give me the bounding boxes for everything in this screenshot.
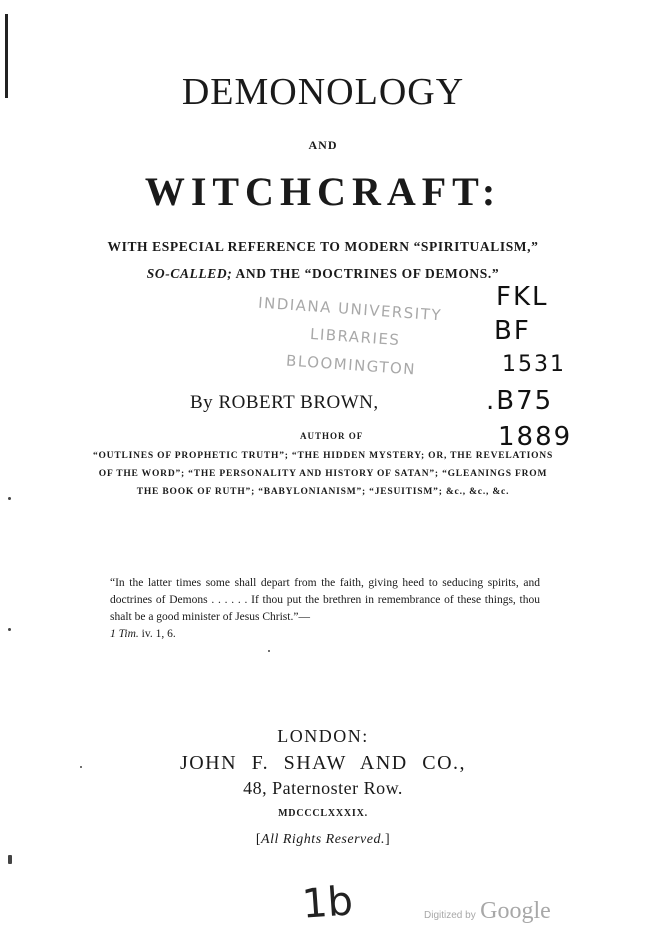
works-line-2: OF THE WORD”; “THE PERSONALITY AND HISTORY OF SATAN”; “GLEANINGS FROM xyxy=(98,469,548,479)
library-stamp xyxy=(256,293,454,384)
rights-open-bracket: [ xyxy=(255,832,262,847)
subtitle-rest: AND THE “DOCTRINES OF DEMONS.” xyxy=(232,266,500,281)
call-number-line-3: 1531 xyxy=(502,352,566,377)
works-line-3: THE BOOK OF RUTH”; “BABYLONIANISM”; “JESUITISM”; &c., &c., &c. xyxy=(136,487,510,497)
author-works xyxy=(0,447,646,501)
speck-mark xyxy=(8,855,12,864)
subtitle-line-1: WITH ESPECIAL REFERENCE TO MODERN “SPIRITUALISM,” xyxy=(107,239,539,254)
stamp-line-1: INDIANA UNIVERSITY xyxy=(257,293,443,325)
author-name: ROBERT BROWN, xyxy=(218,392,379,413)
title-line-2: WITCHCRAFT: xyxy=(144,169,502,214)
stamp-line-3: BLOOMINGTON xyxy=(285,351,417,379)
imprint-year: MDCCCLXXXIX. xyxy=(278,808,368,819)
subtitle xyxy=(0,233,646,287)
google-logo-icon: Google xyxy=(480,898,551,924)
imprint-city: LONDON: xyxy=(277,726,369,746)
epigraph-text: “In the latter times some shall depart from the faith, giving heed to seducing spirits, and doctrines of Demons . . . . . . If thou put the brethren in remembrance of these things, thou shalt be a good minister of Jesus Christ.”— xyxy=(110,577,540,623)
handwritten-shelf-mark: 1b xyxy=(300,878,355,928)
title-line-1: DEMONOLOGY xyxy=(181,71,465,113)
rights-close-bracket: ] xyxy=(384,832,391,847)
subtitle-line-2 xyxy=(0,260,646,287)
digitizer-credit xyxy=(424,898,551,925)
imprint-rights xyxy=(0,832,646,848)
call-number-line-5: 1889 xyxy=(498,422,573,452)
author-of-label: AUTHOR OF xyxy=(300,431,364,441)
works-line-1: “OUTLINES OF PROPHETIC TRUTH”; “THE HIDDEN MYSTERY; OR, THE REVELATIONS xyxy=(92,451,554,461)
speck-mark xyxy=(268,650,270,652)
subtitle-italic: SO-CALLED; xyxy=(146,266,233,281)
author-line xyxy=(190,392,379,414)
imprint-publisher: JOHN F. SHAW AND CO., xyxy=(179,752,467,774)
call-number-line-2: BF xyxy=(494,316,531,346)
stamp-line-2: LIBRARIES xyxy=(309,324,402,350)
epigraph xyxy=(110,575,540,643)
speck-mark xyxy=(8,628,11,631)
title-connector: AND xyxy=(308,138,338,152)
epigraph-ref-book: 1 Tim. xyxy=(110,628,139,640)
rights-text: All Rights Reserved. xyxy=(261,832,385,847)
author-by: By xyxy=(190,392,214,413)
imprint-address: 48, Paternoster Row. xyxy=(243,778,403,798)
epigraph-ref-rest: iv. 1, 6. xyxy=(138,628,176,640)
speck-mark xyxy=(8,497,11,500)
speck-mark xyxy=(80,766,82,768)
digitizer-prefix: Digitized by xyxy=(424,910,476,921)
call-number-line-1: FKL xyxy=(496,282,549,312)
call-number-line-4: .B75 xyxy=(486,386,554,416)
